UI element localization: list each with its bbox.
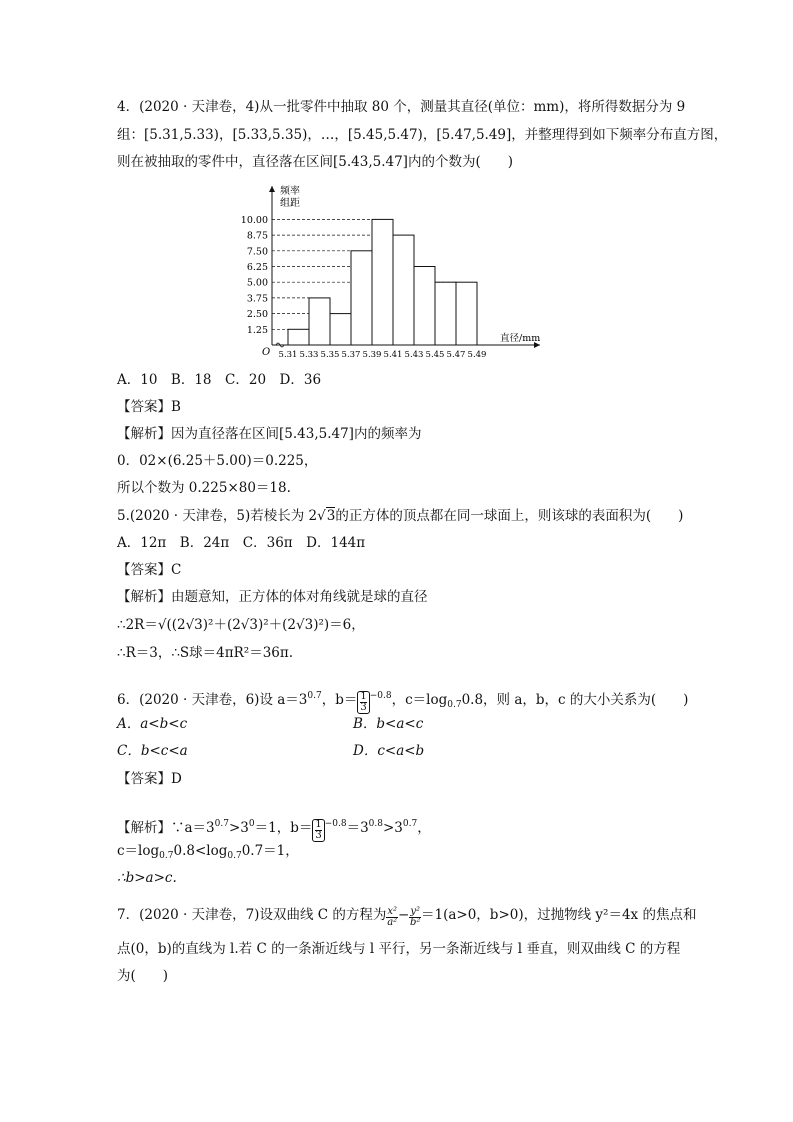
histogram-bar: [414, 267, 435, 346]
q6-an1-fraction: [312, 819, 324, 842]
q7-frac-y: [409, 907, 421, 928]
y-tick-label: 1.25: [246, 324, 268, 336]
q6-stem-mid: ，b＝: [321, 692, 358, 708]
q6-an1-exp4: 0.8: [368, 819, 383, 829]
q4-analysis-line1: 【解析】因为直径落在区间[5.43,5.47]内的频率为: [117, 426, 422, 442]
histogram-chart: [240, 180, 560, 360]
x-tick-label: 5.35: [320, 350, 340, 360]
x-tick-label: 5.49: [467, 350, 487, 360]
y-tick-label: 2.50: [246, 309, 268, 321]
q6-option-c: C．b<c<a: [117, 743, 188, 759]
q7-y2: y²: [410, 906, 420, 917]
q6-an2-base2: 0.7: [227, 851, 242, 861]
q5-analysis-line3: ∴R＝3，∴S球＝4πR²＝36π.: [117, 645, 294, 661]
q4-answer: 【答案】B: [117, 399, 181, 415]
q4-stem-line2: 组：[5.31,5.33)，[5.33,5.35)，…，[5.45,5.47)，[5.47,5.49]，并整理得到如下频率分布直方图，: [117, 127, 728, 143]
y-tick-label: 3.75: [246, 293, 268, 305]
q6-frac-num: 1: [360, 691, 367, 702]
q6-analysis-line2: [117, 841, 299, 866]
q6-exp2: −0.8: [369, 691, 392, 701]
q7-stem-b: ＝1(a>0，b>0)，过抛物线 y²＝4x 的焦点和: [421, 907, 697, 923]
q6-an1-exp1: 0.7: [214, 819, 229, 829]
y-tick-label: 10.00: [240, 214, 268, 226]
q7-stem-a: 7．(2020 · 天津卷，7)设双曲线 C 的方程为: [117, 907, 387, 923]
q6-frac-den: 3: [360, 702, 367, 713]
q6-fraction: [357, 691, 369, 714]
q6-an1-mid3: ＝3: [346, 820, 369, 836]
q4-stem-line1: 4．(2020 · 天津卷，4)从一批零件中抽取 80 个，测量其直径(单位：mm)，将所得数据分为 9: [117, 99, 686, 115]
histogram-bar: [456, 282, 477, 345]
x-tick-label: 5.45: [425, 350, 445, 360]
x-tick-label: 5.31: [278, 350, 298, 360]
x-tick-label: 5.47: [446, 350, 466, 360]
q6-an1-frac-den: 3: [315, 830, 322, 841]
q4-analysis-line3: 所以个数为 0.225×80＝18.: [117, 480, 291, 496]
q7-x2: x²: [387, 906, 398, 917]
q7-b2: b²: [409, 917, 421, 928]
q6-an1-exp5: 0.7: [402, 819, 418, 829]
q7-a2: a²: [387, 917, 398, 928]
q6-stem-prefix: 6．(2020 · 天津卷，6)设 a＝3: [117, 692, 308, 708]
q7-frac-x: [386, 907, 398, 928]
y-axis-label-top: 频率: [280, 186, 300, 197]
q7-minus: −: [398, 907, 410, 923]
q7-stem-line1: [117, 905, 696, 928]
y-tick-label: 5.00: [246, 277, 268, 289]
q5-stem-b: 的正方体的顶点都在同一球面上，则该球的表面积为( ): [335, 508, 684, 524]
origin-label: O: [262, 347, 271, 358]
x-tick-label: 5.39: [362, 350, 382, 360]
histogram-bar: [288, 329, 309, 345]
q5-sqrt-symbol: √: [317, 508, 326, 524]
q6-answer: 【答案】D: [117, 771, 182, 787]
y-axis-arrow: [269, 186, 275, 192]
x-tick-label: 5.37: [341, 350, 361, 360]
q6-an2-base1: 0.7: [159, 851, 174, 861]
histogram-bar: [309, 298, 330, 345]
q7-stem-line3: 为( ): [117, 968, 169, 984]
histogram-bar: [435, 282, 456, 345]
q6-stem-c: ，c＝log: [391, 692, 448, 708]
q5-analysis-line2: ∴2R＝√((2√3)²＋(2√3)²＋(2√3)²)＝6，: [117, 617, 365, 633]
q6-an1-exp2: 0: [248, 819, 255, 829]
q6-an1-mid: >3: [228, 820, 249, 836]
q6-an1-end: ，: [417, 820, 431, 836]
q4-analysis-line2: 0．02×(6.25＋5.00)＝0.225，: [117, 453, 318, 469]
y-tick-label: 8.75: [246, 230, 268, 242]
q6-an1-mid2: ＝1，b＝: [254, 820, 313, 836]
histogram-bar: [372, 219, 393, 345]
q6-an1-mid4: >3: [383, 820, 403, 836]
q4-stem-line3: 则在被抽取的零件中，直径落在区间[5.43,5.47]内的个数为( ): [117, 154, 513, 170]
q6-stem-end: 0.8，则 a，b，c 的大小关系为( ): [461, 692, 689, 708]
x-axis-label: 直径/mm: [500, 333, 541, 344]
q5-stem: [117, 506, 683, 526]
x-tick-label: 5.41: [383, 350, 403, 360]
q6-an1-frac-num: 1: [315, 819, 322, 830]
q6-an1-prefix: 【解析】∵a＝3: [117, 820, 215, 836]
q6-analysis-line3: ∴b>a>c.: [117, 870, 177, 886]
q5-analysis-line1: 【解析】由题意知，正方体的体对角线就是球的直径: [117, 589, 428, 605]
y-axis-label-bottom: 组距: [280, 198, 300, 209]
q5-sqrt-radicand: 3: [326, 508, 336, 524]
q5-answer: 【答案】C: [117, 562, 182, 578]
q6-option-b: B．b<a<c: [353, 716, 424, 732]
q6-an2-end: 0.7＝1，: [241, 843, 299, 859]
x-tick-label: 5.43: [404, 350, 424, 360]
q7-stem-line2: 点(0，b)的直线为 l.若 C 的一条渐近线与 l 平行，另一条渐近线与 l 垂直，则双曲线 C 的方程: [117, 941, 681, 957]
histogram-bar: [330, 314, 351, 345]
y-tick-label: 6.25: [246, 262, 268, 273]
y-tick-label: 7.50: [246, 246, 268, 258]
x-tick-label: 5.33: [299, 350, 319, 360]
q6-an2-mid: 0.8<log: [173, 843, 228, 859]
q6-analysis-line1: [117, 814, 431, 842]
q6-log-base: 0.7: [447, 700, 462, 710]
q6-an2-prefix: c＝log: [117, 843, 160, 859]
histogram-bar: [393, 235, 414, 345]
q5-options: A．12π B．24π C．36π D．144π: [117, 535, 366, 551]
q6-stem: [117, 686, 688, 715]
q5-stem-a: 5.(2020 · 天津卷，5)若棱长为 2: [117, 508, 318, 524]
q4-options: A．10 B．18 C．20 D．36: [117, 372, 322, 388]
q6-option-a: A．a<b<c: [117, 716, 188, 732]
q6-option-d: D．c<a<b: [353, 743, 425, 759]
histogram-bar: [351, 251, 372, 345]
q6-exp1: 0.7: [307, 691, 322, 701]
q6-an1-exp3: −0.8: [324, 819, 347, 829]
